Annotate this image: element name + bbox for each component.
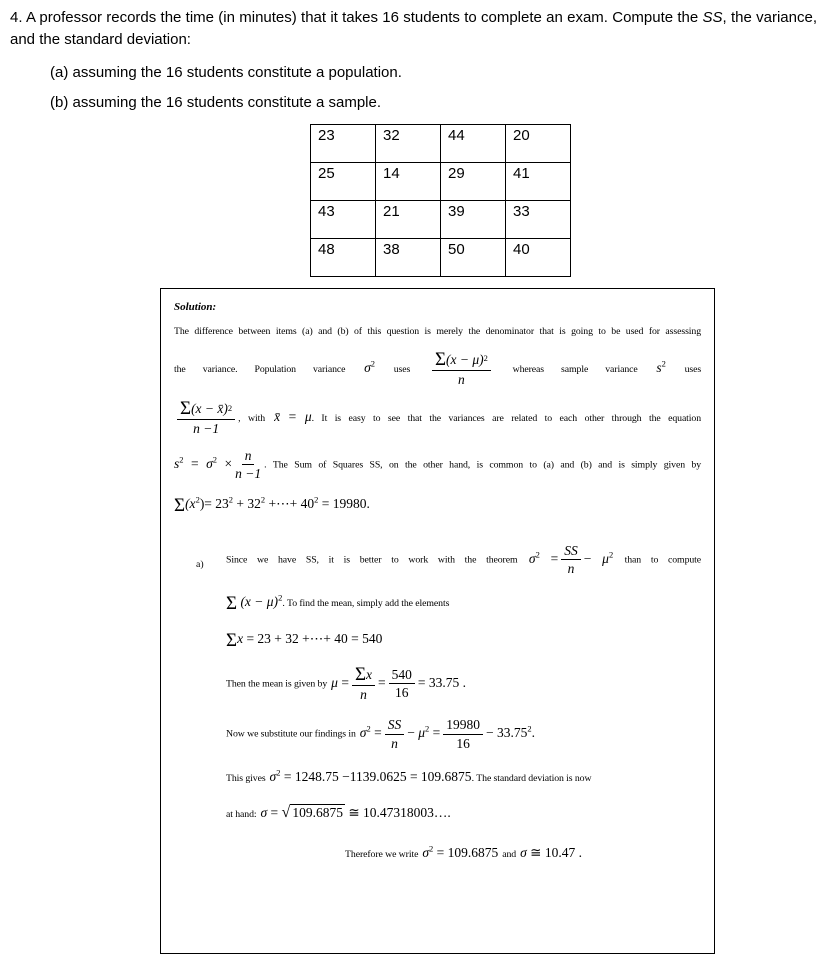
exponent: 2 (228, 494, 234, 505)
sample-variance-symbol (656, 360, 666, 375)
fraction-numerator: SS (561, 543, 581, 560)
exponent: 2 (424, 723, 430, 734)
value: = 109.6875 (436, 844, 499, 860)
text-fragment: Then the mean is given by (226, 679, 328, 691)
problem-text-start: 4. A professor records the time (in minutes) that it takes 16 students to complete an exam. Compute the (10, 9, 703, 26)
sum-icon: Σ (354, 664, 367, 686)
fraction-denominator: 16 (395, 685, 409, 701)
19980-over-16-fraction (443, 717, 483, 750)
problem-item-b: (b) assuming the 16 students constitute a sample. (50, 93, 382, 111)
exponent: 2 (276, 767, 281, 778)
fraction-numerator: SS (385, 717, 405, 734)
text-fragment: . The Sum of Squares SS, on the other hand, is common to (a) and (b) and is simply given by (264, 459, 702, 471)
exponent: 2 (212, 454, 217, 465)
exponent: 2 (661, 358, 666, 369)
problem-text-end: , the variance, and the standard deviation: (10, 9, 817, 48)
variance-relation-equation (174, 447, 264, 482)
x-symbol: x (237, 631, 244, 647)
sum-icon: Σ (226, 630, 238, 652)
final-variance (422, 845, 498, 860)
part-a-line-2 (226, 591, 701, 613)
fraction-numerator: 19980 (443, 717, 483, 734)
value: +⋯+ 40 (268, 496, 315, 512)
ss-over-n-fraction (561, 543, 581, 576)
problem-statement (10, 7, 817, 51)
table-cell: 38 (376, 238, 441, 276)
exponent: 2 (278, 592, 283, 603)
fraction-denominator: n (391, 735, 398, 751)
solution-para-line-2 (174, 350, 701, 387)
mu-symbol: μ (331, 675, 338, 691)
fraction-denominator: n (360, 687, 367, 703)
text-fragment: Now we substitute our findings in (226, 729, 356, 741)
table-cell: 23 (311, 124, 376, 162)
fraction-denominator: n −1 (193, 420, 220, 436)
fraction-numerator: n (242, 448, 255, 465)
exponent: 2 (366, 723, 371, 734)
substitution-equation (359, 717, 535, 751)
equals-sign: = (190, 455, 199, 471)
equals-sign: = (378, 675, 386, 691)
text-fragment: This gives (226, 772, 266, 784)
value: = 1248.75 −1139.0625 = 109.6875 (283, 768, 472, 784)
solution-label: Solution: (174, 300, 217, 313)
expression: (x − μ) (446, 351, 484, 367)
exponent: 2 (314, 494, 319, 505)
part-a-marker: a) (196, 559, 204, 571)
equals-sign: = (270, 805, 279, 821)
minus-sign: − (407, 725, 415, 741)
data-table (310, 124, 571, 277)
equals-sign: = (550, 550, 559, 566)
table-cell: 44 (441, 124, 506, 162)
population-variance-fraction (432, 350, 491, 387)
mu-symbol: μ (304, 409, 312, 425)
text-fragment: at hand: (226, 809, 257, 821)
sigma-symbol: σ (520, 844, 527, 860)
part-a-section (196, 543, 701, 863)
part-a-line-8 (226, 842, 701, 864)
fraction-numerator (177, 399, 235, 420)
population-variance-symbol (364, 360, 375, 375)
approx-value: ≅ 10.47318003…. (348, 805, 451, 821)
s-symbol: s (656, 359, 662, 375)
text-fragment: The difference between items (a) and (b) of this question is merely the denominator that is going to be used for assessing (174, 325, 701, 337)
exponent: 2 (370, 358, 376, 369)
minus-sign: − (583, 550, 592, 566)
text-fragment: . The standard deviation is now (471, 772, 592, 784)
sigma-symbol: σ (269, 768, 277, 784)
value: ≅ 10.47 . (530, 844, 582, 860)
exponent: 2 (608, 549, 614, 560)
solution-para-line-1 (174, 325, 701, 338)
text-fragment: whereas sample variance (512, 363, 638, 375)
part-a-line-4 (226, 665, 701, 702)
mu-symbol: μ (602, 550, 609, 566)
text-fragment: uses (393, 363, 411, 375)
value: )= 23 (199, 496, 229, 512)
value: = 19980. (321, 496, 370, 512)
table-cell: 48 (311, 238, 376, 276)
mu-symbol: μ (418, 725, 425, 741)
table-cell: 41 (506, 162, 571, 200)
fraction-numerator: 540 (389, 667, 415, 684)
equals-sign: = (341, 675, 349, 691)
x-symbol: x (366, 667, 373, 683)
fraction-denominator: n (458, 371, 465, 387)
text-fragment: , with (238, 413, 266, 425)
540-over-16-fraction (389, 667, 415, 700)
table-cell: 39 (441, 200, 506, 238)
sigma-symbol: σ (528, 550, 536, 566)
sum-icon: Σ (180, 397, 192, 419)
exponent: 2 (260, 494, 266, 505)
exponent: 2 (535, 549, 540, 560)
equals-sign: = (374, 725, 382, 741)
part-a-line-6 (226, 766, 701, 788)
text-fragment: and (502, 848, 517, 860)
fraction-numerator (432, 350, 491, 371)
standard-deviation-equation (261, 805, 451, 820)
sigma-symbol: σ (364, 359, 371, 375)
equals-sign: = (432, 725, 441, 741)
data-table-body (311, 124, 571, 276)
ss-term: SS (702, 9, 723, 26)
s-symbol: s (174, 455, 180, 471)
table-cell: 14 (376, 162, 441, 200)
text-fragment: the variance. Population variance (174, 363, 346, 375)
part-a-line-1 (226, 543, 701, 576)
value: + 32 (236, 496, 261, 512)
text-fragment: uses (684, 363, 702, 375)
exponent: 2 (483, 353, 488, 364)
table-row (311, 124, 571, 162)
n-over-n-minus-1-fraction (235, 448, 261, 481)
table-cell: 29 (441, 162, 506, 200)
times-sign: × (224, 455, 233, 471)
table-cell: 40 (506, 238, 571, 276)
table-cell: 32 (376, 124, 441, 162)
text-fragment: than to compute (624, 554, 702, 566)
sum-expression (226, 592, 283, 615)
sum-of-squares-equation (174, 494, 370, 517)
final-stddev (520, 845, 582, 860)
exponent: 2 (227, 402, 233, 413)
part-a-content (226, 543, 701, 863)
sum-x-over-n-fraction (352, 665, 375, 702)
text-fragment: Therefore we write (345, 848, 419, 860)
fraction-denominator: n −1 (235, 466, 262, 482)
equals-sign: = (288, 409, 297, 425)
sample-variance-fraction (177, 399, 235, 436)
table-row (311, 238, 571, 276)
text-fragment: . It is easy to see that the variances are related to each other through the equation (311, 413, 702, 425)
exponent: 2 (195, 494, 200, 505)
sigma-symbol: σ (260, 805, 268, 821)
variance-theorem-equation (528, 543, 614, 577)
table-cell: 33 (506, 200, 571, 238)
table-cell: 20 (506, 124, 571, 162)
part-a-line-7 (226, 802, 701, 824)
table-cell: 43 (311, 200, 376, 238)
solution-para-line-3 (174, 399, 701, 436)
mean-equation (331, 664, 467, 703)
fraction-numerator (352, 665, 375, 686)
sigma-symbol: σ (422, 844, 429, 860)
radical-icon: √ (281, 804, 291, 822)
table-cell: 21 (376, 200, 441, 238)
expression: (x − μ) (240, 594, 279, 610)
table-row (311, 162, 571, 200)
expression: (x (185, 496, 196, 512)
xbar-equals-mu (274, 409, 311, 424)
value: − 33.75 (485, 725, 528, 741)
period: . (531, 725, 535, 741)
part-a-line-3 (226, 628, 701, 650)
sum-icon: Σ (174, 495, 186, 517)
exponent: 2 (179, 454, 184, 465)
value: = 23 + 32 +⋯+ 40 = 540 (246, 631, 383, 647)
sum-x-equation (226, 630, 383, 652)
table-cell: 25 (311, 162, 376, 200)
sum-icon: Σ (226, 593, 238, 615)
radicand-value: 109.6875 (292, 805, 343, 821)
problem-item-a: (a) assuming the 16 students constitute a population. (50, 63, 402, 81)
result-value: = 33.75 . (417, 675, 467, 691)
text-fragment: Since we have SS, it is better to work with the theorem (226, 554, 518, 566)
exponent: 2 (527, 723, 532, 734)
fraction-denominator: 16 (456, 735, 470, 751)
exponent: 2 (428, 843, 434, 854)
ss-over-n-fraction (385, 717, 405, 750)
part-a-line-5 (226, 717, 701, 750)
solution-box (160, 288, 715, 954)
fraction-denominator: n (567, 561, 575, 577)
variance-result-equation (270, 769, 472, 784)
sum-icon: Σ (434, 348, 447, 370)
expression: (x − x̄) (191, 400, 228, 416)
sigma-symbol: σ (206, 455, 213, 471)
text-fragment: . To find the mean, simply add the elements (282, 598, 450, 610)
sigma-symbol: σ (359, 725, 367, 741)
table-cell: 50 (441, 238, 506, 276)
sum-of-squares-equation-line (174, 493, 701, 515)
solution-para-line-4 (174, 448, 701, 481)
table-row (311, 200, 571, 238)
xbar-symbol: x̄ (274, 409, 281, 425)
